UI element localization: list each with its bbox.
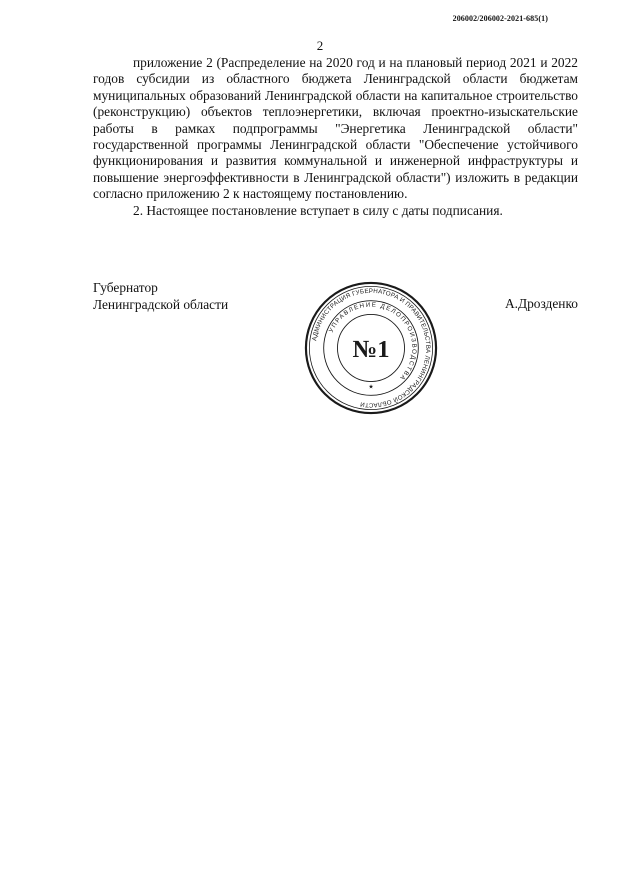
signatory-region: Ленинградской области <box>93 297 229 312</box>
paragraph-appendix-2: приложение 2 (Распределение на 2020 год и на плановый период 2021 и 2022 годов субсидии из областного бюджета Ленинградской области бюджетам муниципальных образований Ленинградской области на капитальное строительство (реконструкцию) объектов теплоэнергетики, включая проектно-изыскательские работы в рамках подпрограммы "Энергетика Ленинградской области" государственной программы Ленинградской области "Обеспечение устойчивого функционирования и развития коммунальной и инженерной инфраструктуры и повышение энергоэффективности в Ленинградской области") изложить в редакции согласно приложению 2 к настоящему постановлению. <box>93 55 578 202</box>
seal-outer-text: АДМИНИСТРАЦИЯ ГУБЕРНАТОРА И ПРАВИТЕЛЬСТВА ЛЕНИНГРАДСКОЙ ОБЛАСТИ <box>311 287 432 409</box>
document-body <box>93 55 578 219</box>
signatory-name: А.Дрозденко <box>504 296 578 311</box>
page-number: 2 <box>316 38 324 53</box>
signatory-title: Губернатор <box>93 280 158 295</box>
signatory-position <box>93 279 228 313</box>
seal-inner-text: УПРАВЛЕНИЕ ДЕЛОПРОИЗВОДСТВА <box>327 301 418 383</box>
paragraph-effective-date: 2. Настоящее постановление вступает в силу с даты подписания. <box>133 202 503 218</box>
document-id: 206002/206002-2021-685(1) <box>452 14 548 23</box>
seal-star-icon: ★ <box>368 384 374 391</box>
official-seal <box>302 279 440 417</box>
seal-center-number: №1 <box>352 335 390 363</box>
